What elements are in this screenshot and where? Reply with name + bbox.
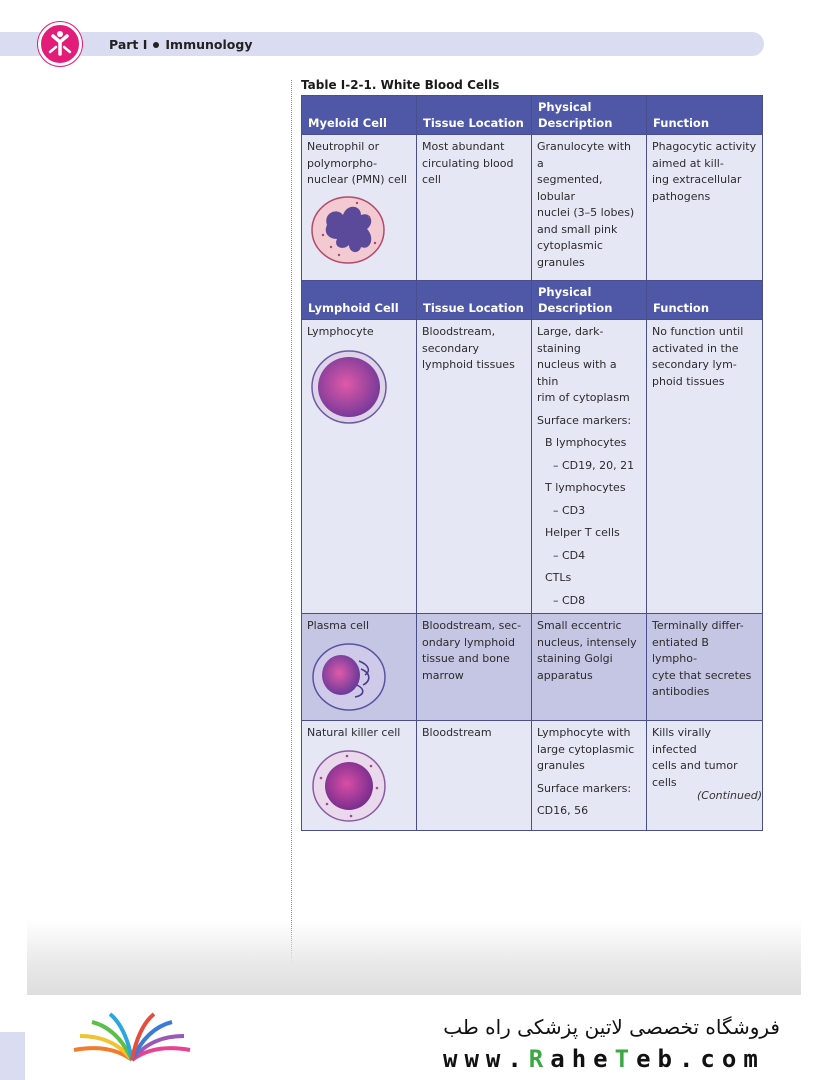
text-line: T lymphocytes [545, 481, 626, 494]
text-line: ing extracellular [652, 173, 742, 186]
text-line: nuclei (3–5 lobes) [537, 206, 635, 219]
text-line: large cytoplasmic [537, 742, 635, 756]
text-line: marrow [422, 668, 464, 682]
header-cell [532, 96, 647, 135]
continued-note: (Continued) [696, 789, 762, 802]
url-part: .com [678, 1045, 765, 1073]
text-line: Helper T cells [545, 526, 620, 539]
table-row-lymphocyte [302, 320, 763, 614]
side-strip [0, 1032, 25, 1080]
cell-function [647, 721, 763, 831]
cell-name [302, 135, 417, 281]
url-part: T [614, 1045, 637, 1073]
text-line: Granulocyte with a [537, 140, 631, 170]
text-line: nucleus with a thin [537, 358, 617, 388]
text-line: aimed at kill- [652, 156, 724, 170]
text-line: Neutrophil or [307, 140, 380, 153]
cell-name [302, 320, 417, 614]
text-line: lymphoid tissues [422, 358, 515, 371]
text-line: cytoplasmic [537, 239, 603, 252]
text-line: antibodies [652, 685, 710, 698]
running-header-title [109, 37, 252, 52]
url-part: www. [443, 1045, 529, 1073]
table-caption: Table I-2-1. White Blood Cells [301, 78, 500, 92]
url-part: R [528, 1045, 551, 1073]
text-line: cells and tumor [652, 759, 738, 772]
figure-icon [41, 25, 79, 63]
text-line: granules [537, 759, 585, 772]
text-line: – CD19, 20, 21 [553, 458, 635, 472]
table-row-neutrophil [302, 135, 763, 281]
cell-name [302, 614, 417, 721]
nk-cell-illustration [309, 748, 389, 824]
table-row-plasma [302, 614, 763, 721]
text-line: cell [422, 173, 441, 186]
text-line: secondary [422, 341, 480, 355]
text-line: Small eccentric [537, 619, 622, 632]
cell-description [532, 721, 647, 831]
cell-function [647, 135, 763, 281]
text-line: circulating blood [422, 156, 514, 170]
header-cell: Myeloid Cell [302, 96, 417, 135]
header-cell: Tissue Location [417, 96, 532, 135]
margin-rule [291, 80, 292, 995]
text-line: nuclear (PMN) cell [307, 173, 407, 186]
neutrophil-illustration [309, 195, 387, 265]
cell-description [532, 320, 647, 614]
text-line: No function until [652, 325, 744, 338]
text-line: ondary lymphoid [422, 635, 515, 649]
text-line: Surface markers: [537, 781, 632, 795]
text-line: cyte that secretes [652, 668, 752, 682]
text-line: phoid tissues [652, 374, 725, 388]
cell-description [532, 614, 647, 721]
text-line: CD16, 56 [537, 804, 589, 817]
text-line: Terminally differ- [652, 619, 744, 632]
open-book-logo-icon [70, 1010, 194, 1066]
text-line: – CD3 [553, 503, 586, 517]
plasma-cell-illustration [309, 641, 389, 713]
cell-location [417, 320, 532, 614]
text-line: apparatus [537, 668, 593, 682]
cell-location [417, 721, 532, 831]
white-blood-cells-table [301, 95, 762, 831]
cell-location [417, 614, 532, 721]
text-line: pathogens [652, 189, 711, 203]
cell-function [647, 320, 763, 614]
store-name: فروشگاه تخصصی لاتین پزشکی راه طب [443, 1015, 780, 1039]
url-part: eb [636, 1045, 679, 1073]
text-line: nucleus, intensely [537, 635, 637, 649]
text-line: – CD8 [553, 593, 586, 607]
page-bottom-shadow [27, 920, 801, 995]
text-line: cells [652, 775, 677, 789]
text-line: secondary lym- [652, 358, 737, 371]
text-line: Plasma cell [307, 619, 370, 632]
myeloid-header-row [302, 96, 763, 135]
text-line: rim of cytoplasm [537, 391, 630, 404]
bullet-dot-icon [153, 42, 159, 48]
cell-description [532, 135, 647, 281]
text-line: segmented, lobular [537, 173, 603, 203]
header-cell: Tissue Location [417, 281, 532, 320]
text-line: Surface markers: [537, 413, 632, 427]
text-line: entiated B lympho- [652, 635, 709, 665]
header-text: Physical Description [538, 285, 613, 315]
text-line: tissue and bone [422, 652, 510, 665]
header-cell: Function [647, 96, 763, 135]
text-line: Large, dark-staining [537, 325, 604, 355]
table-row-natural-killer [302, 721, 763, 831]
text-line: Bloodstream, [422, 325, 496, 338]
header-cell: Lymphoid Cell [302, 281, 417, 320]
text-line: Bloodstream, sec- [422, 619, 522, 632]
text-line: Most abundant [422, 140, 505, 153]
header-text: Physical Description [538, 100, 613, 130]
text-line: Lymphocyte [307, 325, 374, 338]
store-url [443, 1045, 765, 1073]
text-line: Bloodstream [422, 726, 492, 739]
cell-name [302, 721, 417, 831]
header-cell: Function [647, 281, 763, 320]
text-line: B lymphocytes [545, 436, 627, 449]
text-line: Phagocytic activity [652, 140, 757, 153]
text-line: granules [537, 255, 585, 269]
header-cell [532, 281, 647, 320]
text-line: polymorpho- [307, 156, 378, 170]
lymphocyte-illustration [309, 347, 389, 427]
text-line: – CD4 [553, 548, 586, 562]
url-part: ahe [550, 1045, 615, 1073]
text-line: Lymphocyte with [537, 726, 631, 739]
lymphoid-header-row [302, 281, 763, 320]
section-label: Immunology [165, 37, 253, 52]
text-line: Natural killer cell [307, 726, 401, 739]
text-line: staining Golgi [537, 652, 613, 665]
chapter-logo [38, 22, 82, 66]
text-line: and small pink [537, 222, 618, 236]
cell-function [647, 614, 763, 721]
text-line: CTLs [545, 571, 572, 584]
part-label: Part I [109, 37, 148, 52]
cell-location [417, 135, 532, 281]
text-line: Kills virally infected [652, 726, 712, 756]
text-line: activated in the [652, 341, 739, 355]
